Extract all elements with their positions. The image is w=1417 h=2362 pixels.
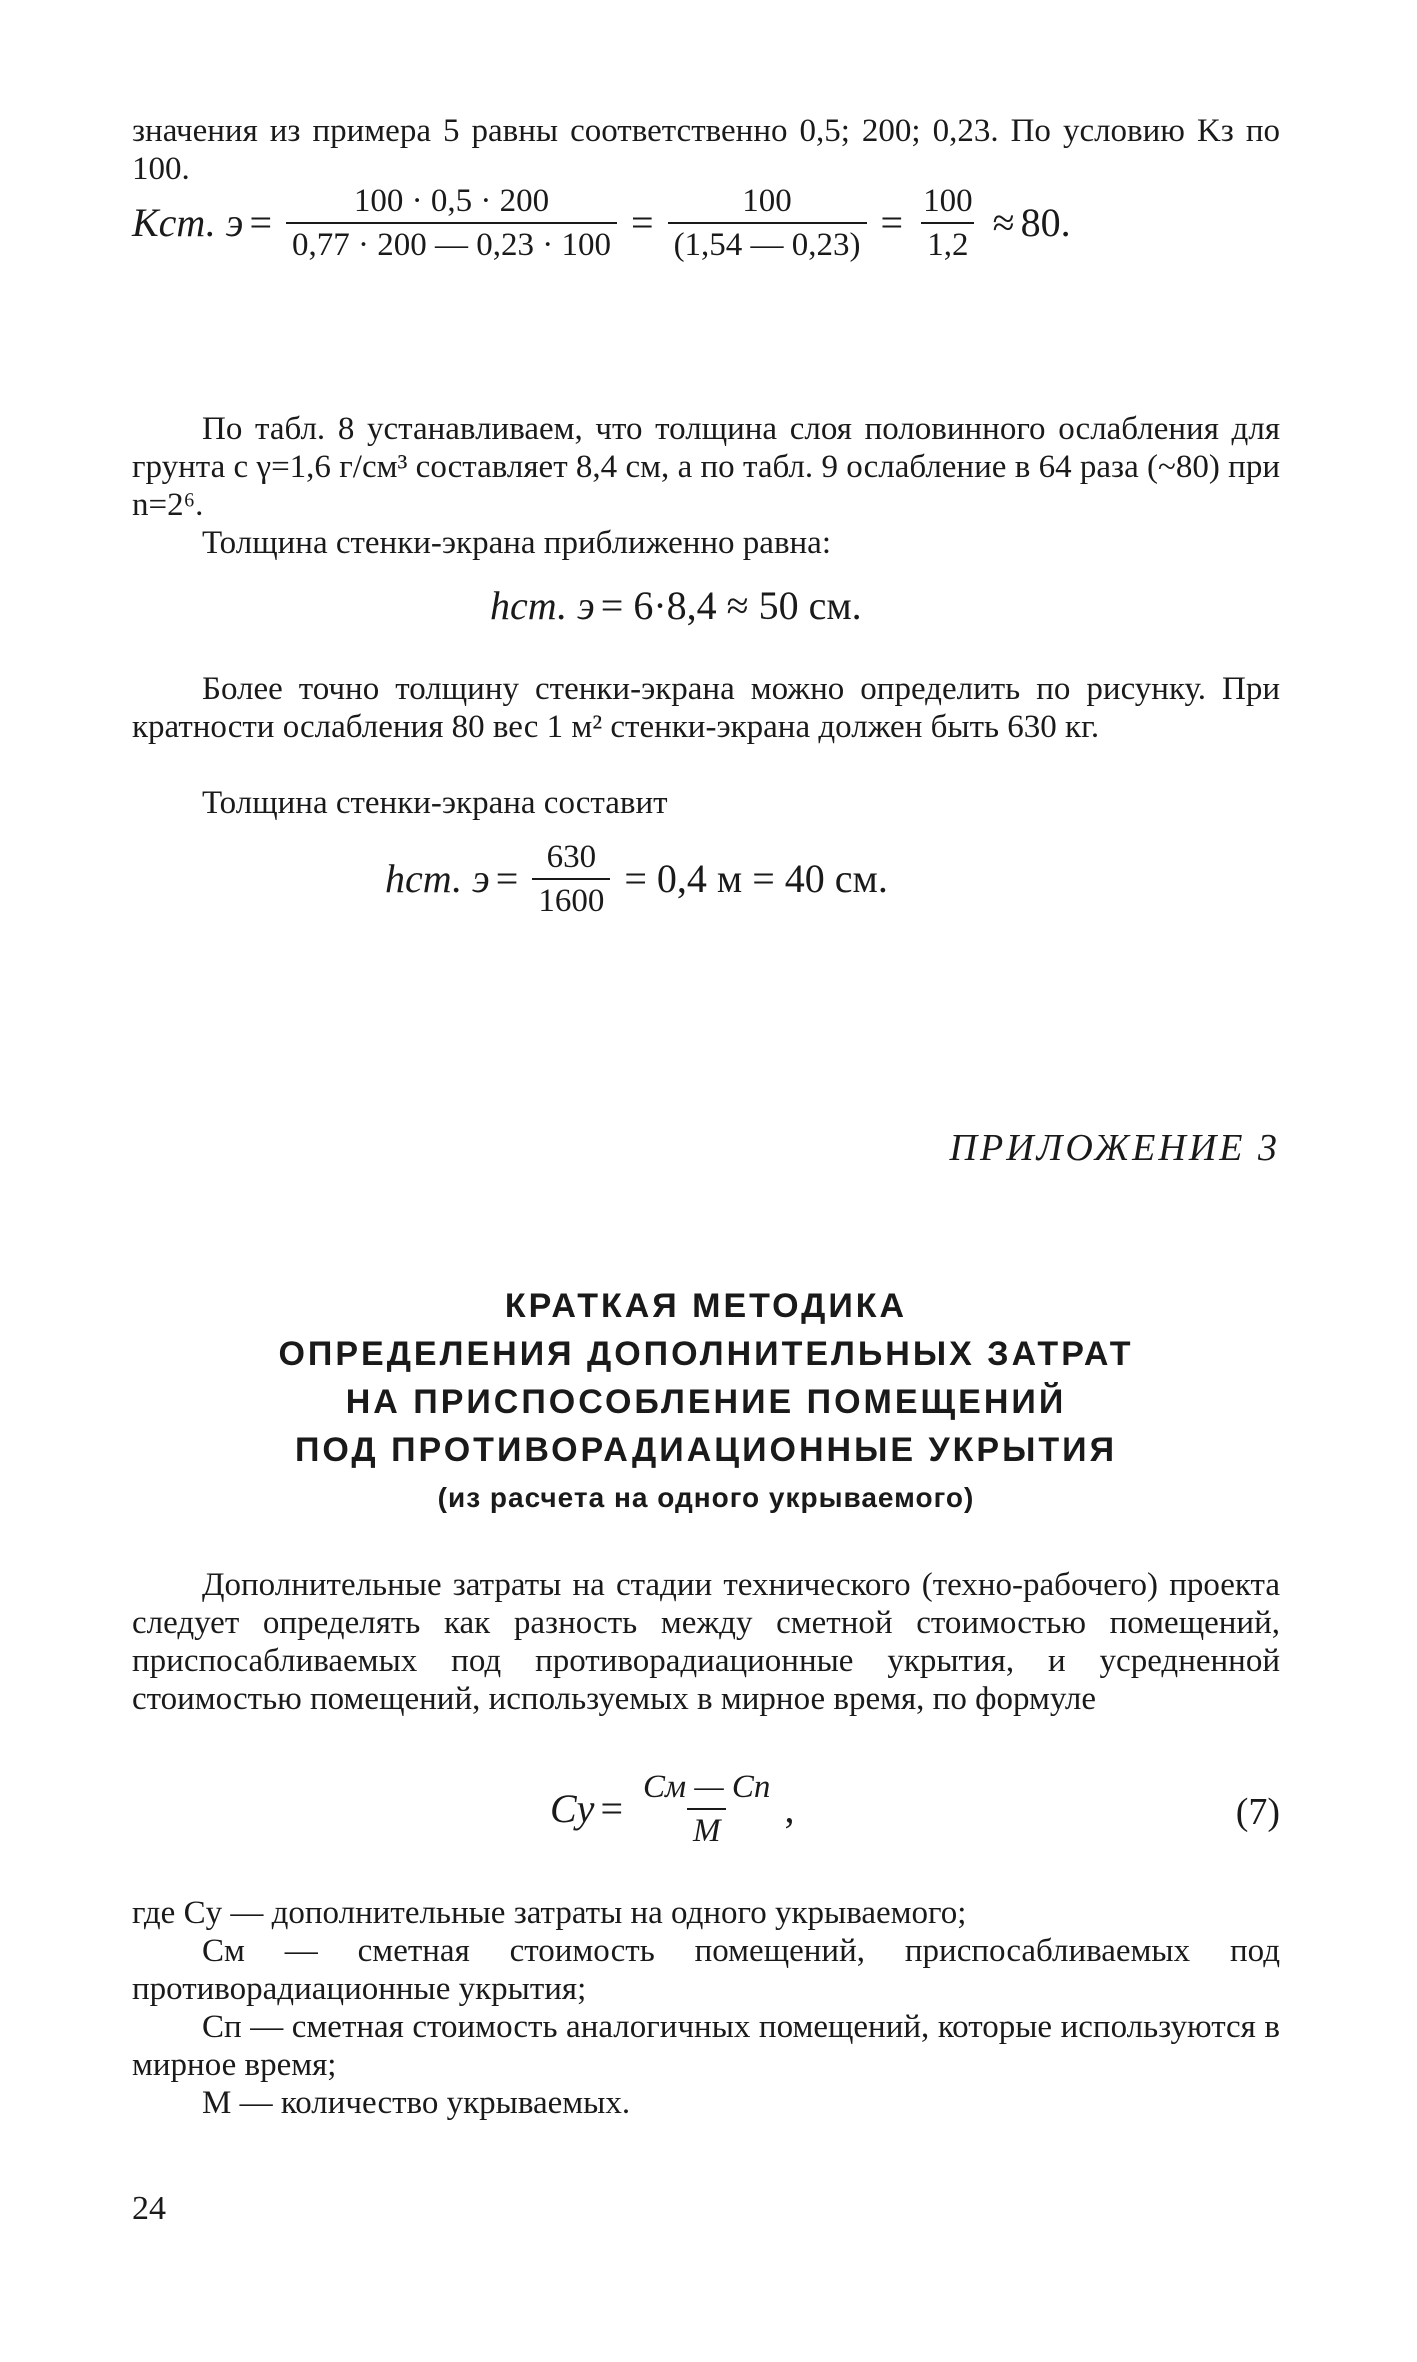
eq1-equals-2: = [631, 200, 654, 245]
eq1-frac2-denominator: (1,54 — 0,23) [668, 222, 867, 264]
eq4-numerator: Cм — Cп [643, 1769, 771, 1805]
section-heading-line-3: НА ПРИСПОСОБЛЕНИЕ ПОМЕЩЕНИЙ [345, 1383, 1067, 1421]
paragraph-thickness-result: Толщина стенки-экрана составит [202, 785, 668, 821]
eq1-frac3-denominator: 1,2 [921, 222, 974, 264]
eq1-frac2-numerator: 100 [742, 183, 792, 219]
eq1-lhs: Kст. э [132, 200, 244, 245]
equation-h-precise [385, 838, 894, 920]
eq4-denominator: M [687, 1808, 727, 1850]
eq3-numerator: 630 [546, 839, 597, 875]
eq1-equals-3: = [880, 200, 904, 245]
eq2-lhs: hст. э [490, 583, 595, 628]
paragraph-wall-thickness-intro: Толщина стенки-экрана приближенно равна: [202, 525, 831, 561]
eq1-result: 80. [1020, 200, 1071, 245]
intro-paragraph: значения из примера 5 равны соответственно 0,5; 200; 0,23. По условию Kз по 100. [132, 113, 1280, 187]
definition-cm: Cм — сметная стоимость помещений, приспосабливаемых под противорадиационные укрытия; [132, 1933, 1280, 2007]
paragraph-precise-thickness: Более точно толщину стенки-экрана можно определить по рисунку. При кратности ослабления 80 вес 1 м² стенки-экрана должен быть 630 кг. [132, 671, 1280, 745]
eq1-approx: ≈ [992, 200, 1015, 245]
eq1-frac1-numerator: 100 · 0,5 · 200 [353, 183, 550, 219]
eq1-frac3-numerator: 100 [923, 183, 973, 219]
section-subheading: (из расчета на одного укрываемого) [437, 1482, 975, 1513]
eq1-equals: = [249, 200, 273, 245]
eq3-rhs: = 0,4 м = 40 см. [624, 856, 888, 901]
equation-number: (7) [1235, 1791, 1280, 1833]
definitions-list [132, 1894, 1280, 2122]
eq1-fraction-1 [286, 182, 617, 264]
eq1-fraction-3 [917, 182, 979, 264]
appendix-label: ПРИЛОЖЕНИЕ 3 [949, 1127, 1280, 1169]
definition-cp: Cп — сметная стоимость аналогичных помещений, которые используются в мирное время; [132, 2009, 1280, 2083]
eq4-lhs: Cу [550, 1786, 595, 1831]
definition-cu: где Cу — дополнительные затраты на одного укрываемого; [132, 1895, 967, 1931]
eq3-lhs: hст. э [385, 856, 490, 901]
eq3-equals: = [495, 856, 519, 901]
eq4-equals: = [600, 1786, 623, 1831]
page-number: 24 [132, 2190, 166, 2227]
definition-m: M — количество укрываемых. [202, 2085, 631, 2121]
section-heading-line-1: КРАТКАЯ МЕТОДИКА [504, 1287, 908, 1325]
eq1-fraction-2 [668, 182, 867, 264]
eq3-denominator: 1600 [532, 878, 610, 920]
eq3-fraction [532, 838, 610, 920]
eq2-rhs: = 6·8,4 ≈ 50 см. [600, 583, 862, 628]
equation-k-screen [132, 182, 1071, 264]
eq1-frac1-denominator: 0,77 · 200 — 0,23 · 100 [286, 222, 617, 264]
eq4-fraction [637, 1768, 776, 1850]
equation-h-approx [490, 584, 868, 628]
paragraph-extra-costs: Дополнительные затраты на стадии технического (техно-рабочего) проекта следует определять как разность между сметной стоимостью помещений, приспосабливаемых под противорадиационные укрытия, и усредненной стоимостью помещений, используемых в мирное время, по формуле [132, 1567, 1280, 1717]
section-heading-line-2: ОПРЕДЕЛЕНИЯ ДОПОЛНИТЕЛЬНЫХ ЗАТРАТ [278, 1335, 1134, 1373]
section-heading-line-4: ПОД ПРОТИВОРАДИАЦИОННЫЕ УКРЫТИЯ [294, 1431, 1118, 1469]
eq4-comma: , [784, 1786, 795, 1831]
paragraph-half-attenuation: По табл. 8 устанавливаем, что толщина слоя половинного ослабления для грунта с γ=1,6 г/см³ составляет 8,4 см, а по табл. 9 ослабление в 64 раза (~80) при n=2⁶. [132, 411, 1280, 523]
equation-cost [550, 1768, 794, 1850]
